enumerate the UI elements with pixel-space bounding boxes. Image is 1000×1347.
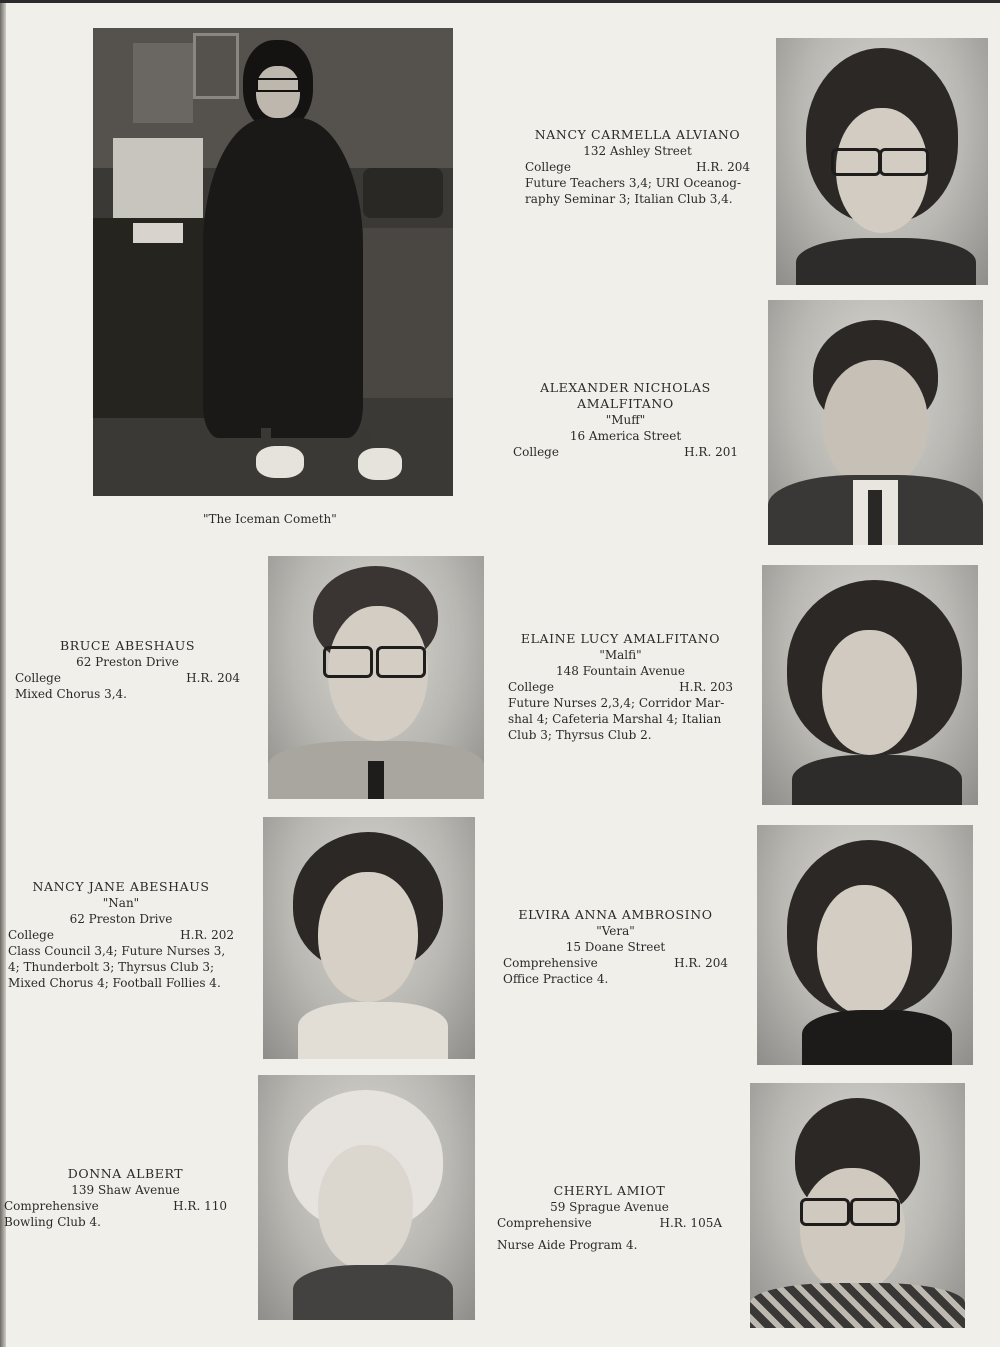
portrait-amalfitano-alexander [768,300,983,545]
student-nickname: "Nan" [102,896,140,910]
portrait-bruce-abeshaus [268,556,484,799]
student-course: Comprehensive [4,1199,99,1213]
student-homeroom: H.R. 204 [696,160,750,174]
student-address: 148 Fountain Avenue [555,664,686,678]
student-info-cheryl-amiot [497,1183,722,1253]
student-address: 59 Sprague Avenue [550,1200,669,1214]
portrait-nancy-abeshaus [263,817,475,1059]
student-nickname: "Vera" [596,924,635,938]
student-activities: Future Teachers 3,4; URI Oceanog- raphy Seminar 3; Italian Club 3,4. [525,176,741,206]
student-address: 62 Preston Drive [76,655,179,669]
portrait-elvira-ambrosino [757,825,973,1065]
student-address: 16 America Street [569,429,682,443]
student-address: 139 Shaw Avenue [71,1183,180,1197]
student-course: Comprehensive [497,1216,592,1230]
student-homeroom: H.R. 201 [684,445,738,459]
portrait-elaine-amalfitano [762,565,978,805]
student-nickname: "Malfi" [599,648,642,662]
top-border [0,0,1000,3]
student-name: ELVIRA ANNA AMBROSINO [518,907,713,922]
portrait-alviano [776,38,988,285]
student-name: ALEXANDER NICHOLAS [540,380,711,395]
student-homeroom: H.R. 204 [186,671,240,685]
student-homeroom: H.R. 202 [180,928,234,942]
student-homeroom: H.R. 110 [173,1199,227,1213]
student-name-line2: AMALFITANO [577,396,674,411]
student-info-amalfitano-alexander [513,380,738,460]
student-name: BRUCE ABESHAUS [59,638,196,653]
student-activities: Future Nurses 2,3,4; Corridor Mar- shal 4; Cafeteria Marshal 4; Italian Club 3; Thyrsus Club 2. [508,696,725,742]
student-address: 62 Preston Drive [69,912,173,926]
student-name: NANCY CARMELLA ALVIANO [534,127,741,142]
student-course: Comprehensive [503,956,598,970]
student-course: College [508,680,554,694]
student-course: College [15,671,61,685]
student-activities: Office Practice 4. [503,972,609,986]
student-info-elvira-ambrosino [503,907,728,987]
candid-caption: "The Iceman Cometh" [203,512,337,526]
student-course: College [8,928,54,942]
student-info-nancy-abeshaus [8,879,234,991]
student-info-donna-albert [4,1166,227,1230]
student-name: NANCY JANE ABESHAUS [32,879,210,894]
portrait-cheryl-amiot [750,1083,965,1328]
candid-photo [93,28,453,496]
student-info-bruce-abeshaus [15,638,240,702]
student-activities: Class Council 3,4; Future Nurses 3, 4; Thunderbolt 3; Thyrsus Club 3; Mixed Chorus 4; Football Follies 4. [8,944,226,990]
student-name: DONNA ALBERT [67,1166,184,1181]
student-homeroom: H.R. 105A [659,1216,722,1230]
student-course: College [513,445,559,459]
student-name: CHERYL AMIOT [553,1183,666,1198]
student-info-elaine-amalfitano [508,631,733,743]
student-homeroom: H.R. 204 [674,956,728,970]
binding-edge [0,0,6,1347]
student-info-alviano [525,127,750,207]
student-activities: Mixed Chorus 3,4. [15,687,127,701]
student-course: College [525,160,571,174]
student-address: 132 Ashley Street [583,144,692,158]
student-address: 15 Doane Street [565,940,666,954]
portrait-donna-albert [258,1075,475,1320]
student-activities: Bowling Club 4. [4,1215,101,1229]
student-nickname: "Muff" [605,413,646,427]
student-name: ELAINE LUCY AMALFITANO [520,631,721,646]
student-homeroom: H.R. 203 [679,680,733,694]
student-activities: Nurse Aide Program 4. [497,1238,638,1252]
